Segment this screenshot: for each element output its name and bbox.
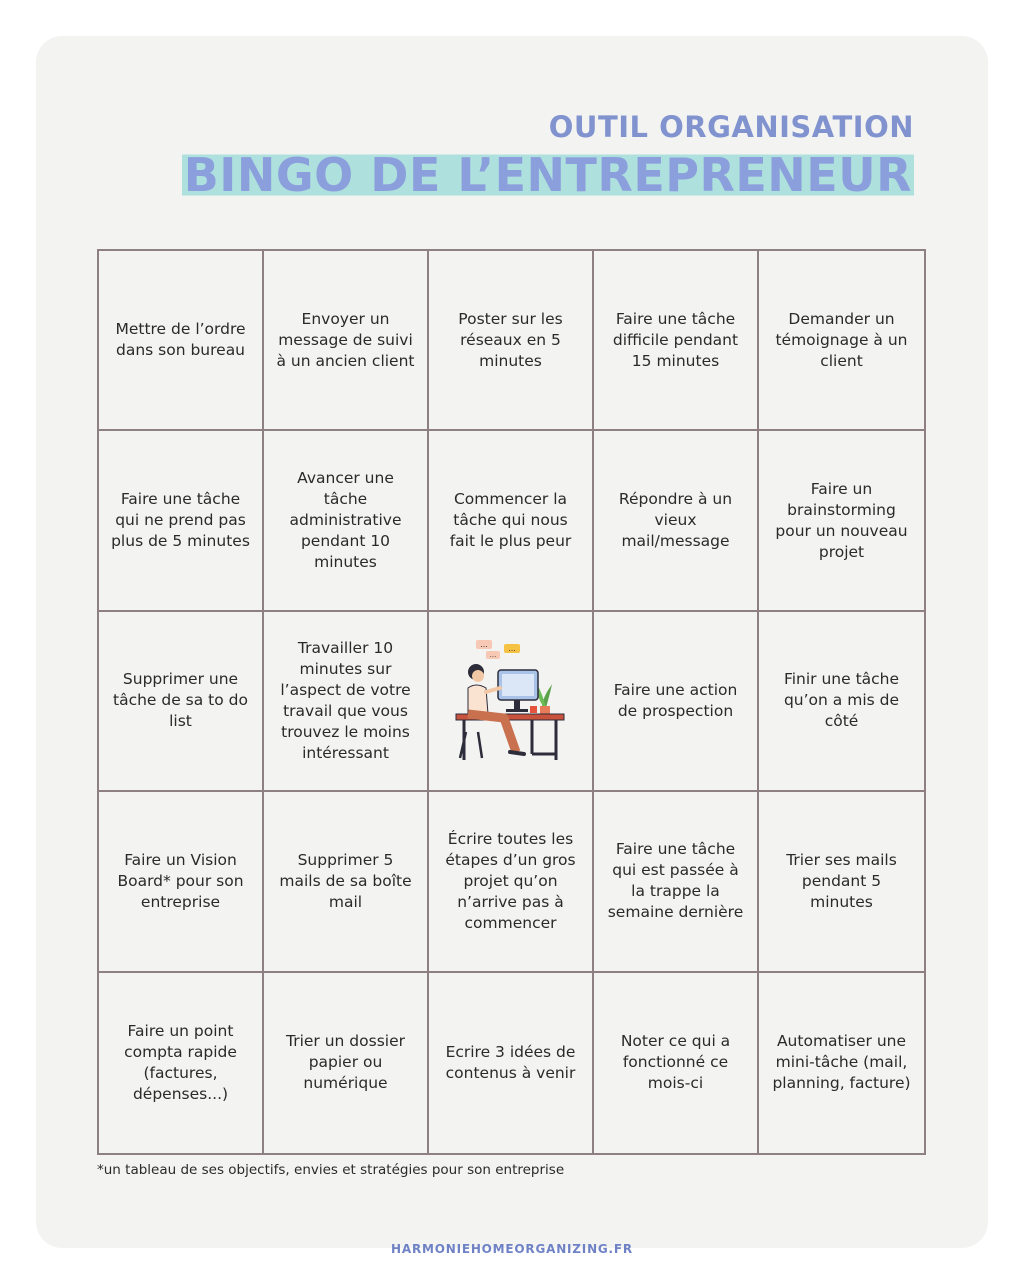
bingo-cell[interactable]: Écrire toutes les étapes d’un gros projet qu’on n’arrive pas à commencer	[429, 792, 594, 972]
bingo-cell[interactable]: Faire un brainstorming pour un nouveau projet	[759, 431, 924, 611]
bingo-cell[interactable]: Avancer une tâche administrative pendant 10 minutes	[264, 431, 429, 611]
bingo-cell[interactable]: Noter ce qui a fonctionné ce mois-ci	[594, 973, 759, 1153]
bingo-cell[interactable]: Ecrire 3 idées de contenus à venir	[429, 973, 594, 1153]
bingo-cell[interactable]: Trier ses mails pendant 5 minutes	[759, 792, 924, 972]
bingo-cell[interactable]: Répondre à un vieux mail/message	[594, 431, 759, 611]
bingo-cell[interactable]: Envoyer un message de suivi à un ancien client	[264, 251, 429, 431]
bingo-cell[interactable]: Finir une tâche qu’on a mis de côté	[759, 612, 924, 792]
bingo-cell[interactable]: Mettre de l’ordre dans son bureau	[99, 251, 264, 431]
kicker-label: OUTIL ORGANISATION	[548, 110, 914, 144]
bingo-cell[interactable]: Trier un dossier papier ou numérique	[264, 973, 429, 1153]
bingo-cell[interactable]: Demander un témoignage à un client	[759, 251, 924, 431]
bingo-cell[interactable]: Faire une tâche qui ne prend pas plus de 5 minutes	[99, 431, 264, 611]
woman-at-desk-icon	[446, 636, 576, 766]
bingo-cell-center[interactable]	[429, 612, 594, 792]
title-text: BINGO DE L’ENTREPRENEUR	[183, 148, 912, 202]
bingo-cell[interactable]: Supprimer 5 mails de sa boîte mail	[264, 792, 429, 972]
bingo-cell[interactable]: Faire un point compta rapide (factures, dépenses...)	[99, 973, 264, 1153]
bingo-cell[interactable]: Faire une tâche qui est passée à la trappe la semaine dernière	[594, 792, 759, 972]
footer-website[interactable]: HARMONIEHOMEORGANIZING.FR	[391, 1242, 633, 1256]
bingo-cell[interactable]: Faire un Vision Board* pour son entreprise	[99, 792, 264, 972]
svg-text:...: ...	[489, 650, 496, 659]
bingo-cell[interactable]: Supprimer une tâche de sa to do list	[99, 612, 264, 792]
svg-text:...: ...	[507, 643, 516, 653]
page-title	[182, 148, 914, 202]
bingo-cell[interactable]: Poster sur les réseaux en 5 minutes	[429, 251, 594, 431]
svg-text:...: ...	[479, 639, 488, 649]
bingo-cell[interactable]: Commencer la tâche qui nous fait le plus peur	[429, 431, 594, 611]
bingo-cell[interactable]: Faire une tâche difficile pendant 15 minutes	[594, 251, 759, 431]
bingo-cell[interactable]: Automatiser une mini-tâche (mail, planning, facture)	[772, 1032, 911, 1093]
footnote: *un tableau de ses objectifs, envies et stratégies pour son entreprise	[97, 1162, 565, 1178]
bingo-cell[interactable]: Travailler 10 minutes sur l’aspect de votre travail que vous trouvez le moins intéressant	[264, 612, 429, 792]
bingo-grid	[97, 249, 926, 1155]
bingo-cell[interactable]: Faire une action de prospection	[594, 612, 759, 792]
